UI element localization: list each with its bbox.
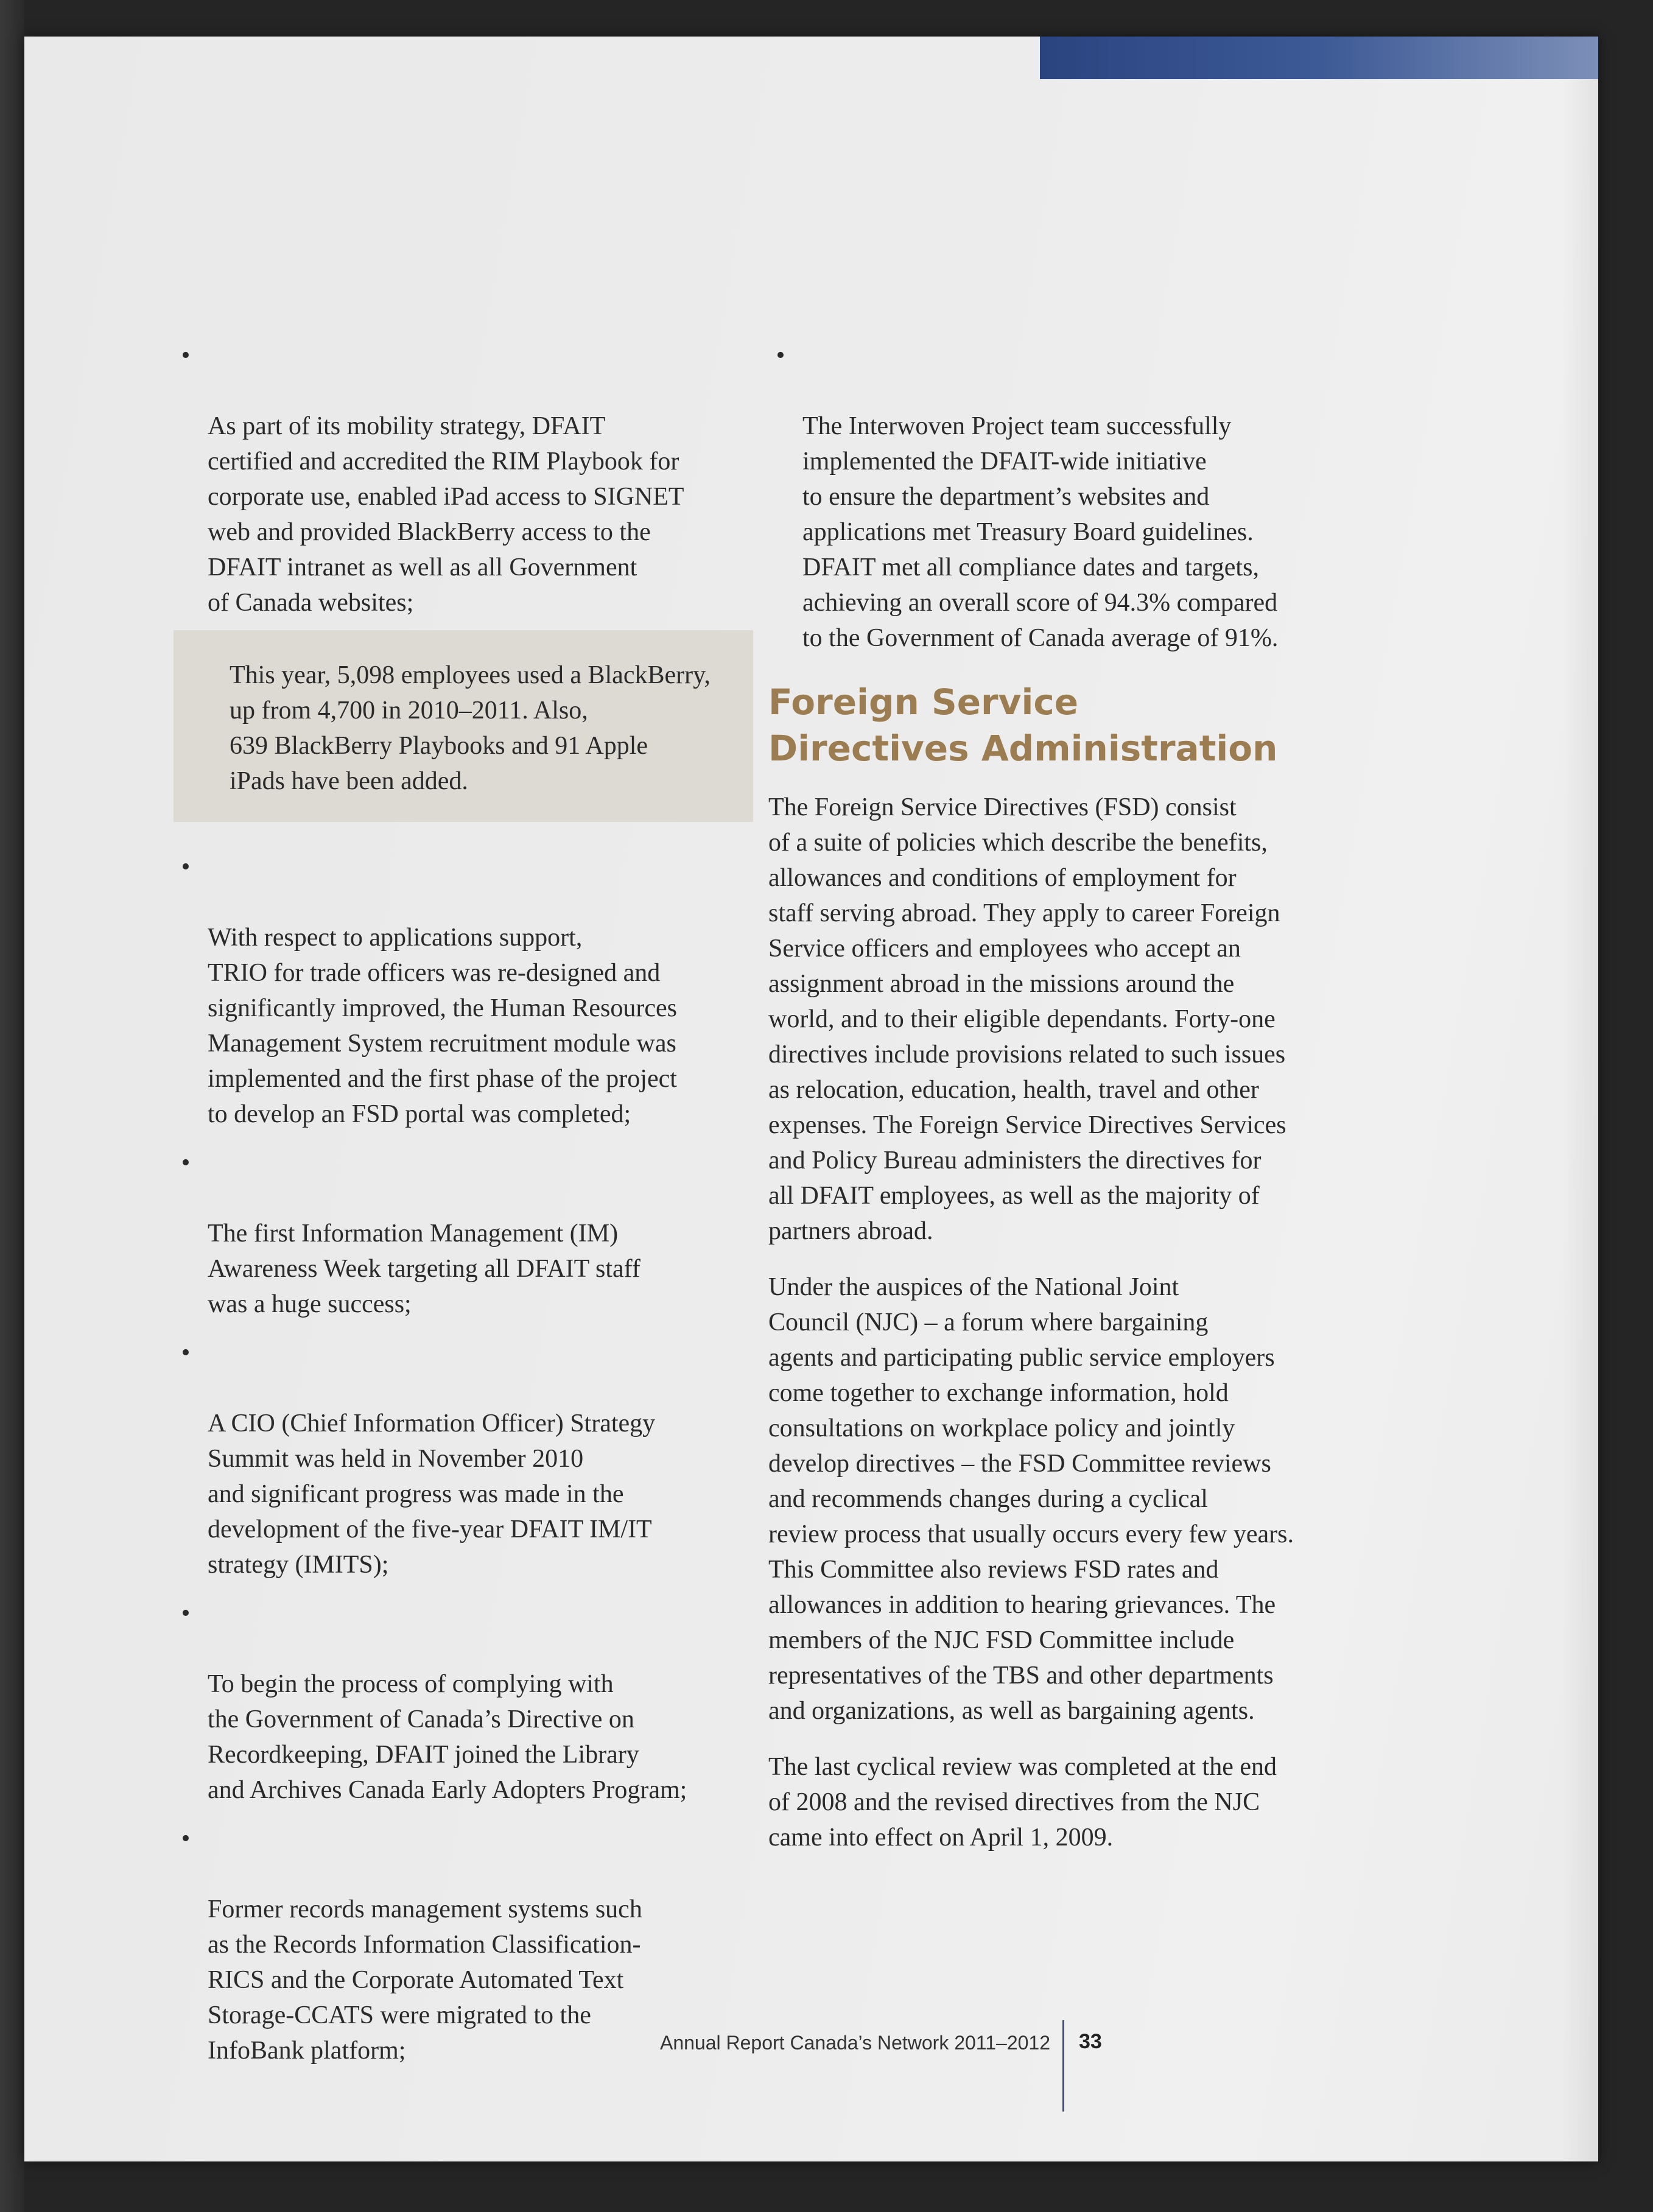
- left-column-lower: [174, 849, 782, 2082]
- bullet-text: The Interwoven Project team successfully implemented the DFAIT-wide initiative to ensure the department’s websites and applications met Treasury Board guidelines. DFAIT met all compliance dates and targets, achieving an overall score of 94.3% compared to the Government of Canada average of 91%.: [802, 412, 1279, 652]
- right-column: [768, 338, 1383, 1876]
- paragraph-cyclical-review: The last cyclical review was completed at the end of 2008 and the revised directives from the NJC came into effect on April 1, 2009.: [768, 1753, 1277, 1852]
- paragraph-njc: Under the auspices of the National Joint Council (NJC) – a forum where bargaining agents and participating public service employers come together to exchange information, hold consultations on workplace policy and jointly develop directives – the FSD Committee reviews and recommends changes during a cyclical review process that usually occurs every few years. This Committee also reviews FSD rates and allowances in addition to hearing grievances. The members of the NJC FSD Committee include representatives of the TBS and other departments and organizations, as well as bargaining agents.: [768, 1273, 1294, 1725]
- left-column: [174, 338, 782, 634]
- bullet-item-recordkeeping: [174, 1596, 782, 1808]
- bullet-icon: •: [181, 1825, 191, 1853]
- bullet-text: The first Information Management (IM) Awareness Week targeting all DFAIT staff was a huge success;: [208, 1220, 640, 1318]
- page-number: 33: [1079, 2030, 1102, 2053]
- page-shading: [1562, 37, 1598, 2161]
- footer-divider: [1062, 2020, 1064, 2112]
- callout-text: This year, 5,098 employees used a BlackBerry, up from 4,700 in 2010–2011. Also, 639 BlackBerry Playbooks and 91 Apple iPads have been added.: [230, 661, 711, 795]
- bullet-item-mobility: [174, 338, 782, 620]
- bullet-text: As part of its mobility strategy, DFAIT certified and accredited the RIM Playbook for corporate use, enabled iPad access to SIGNET web and provided BlackBerry access to the DFAIT intranet as well as all Government of Canada websites;: [208, 412, 684, 617]
- paragraph-fsd-overview: The Foreign Service Directives (FSD) consist of a suite of policies which describe the benefits, allowances and conditions of employment for staff serving abroad. They apply to career Foreign Service officers and employees who accept an assignment abroad in the missions around the world, and to their eligible dependants. Forty-one directives include provisions related to such issues as relocation, education, health, travel and other expenses. The Foreign Service Directives Services and Policy Bureau administers the directives for all DFAIT employees, as well as the majority of partners abroad.: [768, 793, 1286, 1245]
- footer-title: Annual Report Canada’s Network 2011–2012: [659, 2032, 1050, 2054]
- bullet-icon: •: [181, 853, 191, 881]
- previous-page-edge: [0, 0, 24, 2212]
- bullet-item-cio-summit: [174, 1335, 782, 1582]
- bullet-text: Former records management systems such as the Records Information Classification- RICS and the Corporate Automated Text Storage-CCATS were migrated to the InfoBank platform;: [208, 1895, 642, 2065]
- bullet-item-im-awareness: [174, 1145, 782, 1322]
- bullet-icon: •: [181, 1599, 191, 1627]
- bullet-text: To begin the process of complying with the Government of Canada’s Directive on Recordkeeping, DFAIT joined the Library and Archives Canada Early Adopters Program;: [208, 1670, 687, 1804]
- section-heading: Foreign Service Directives Administration: [768, 681, 1278, 769]
- bullet-icon: •: [776, 342, 785, 370]
- bullet-text: With respect to applications support, TRIO for trade officers was re-designed and significantly improved, the Human Resources Management System recruitment module was implemented and the first phase of the project to develop an FSD portal was completed;: [208, 924, 677, 1128]
- header-color-bar: [1040, 37, 1598, 79]
- bullet-icon: •: [181, 342, 191, 370]
- bullet-item-applications: [174, 849, 782, 1132]
- bullet-icon: •: [181, 1149, 191, 1177]
- bullet-item-interwoven: [768, 338, 1383, 656]
- bullet-text: A CIO (Chief Information Officer) Strategy Summit was held in November 2010 and significant progress was made in the development of the five-year DFAIT IM/IT strategy (IMITS);: [208, 1410, 656, 1579]
- bullet-icon: •: [181, 1339, 191, 1367]
- callout-box: [174, 630, 753, 822]
